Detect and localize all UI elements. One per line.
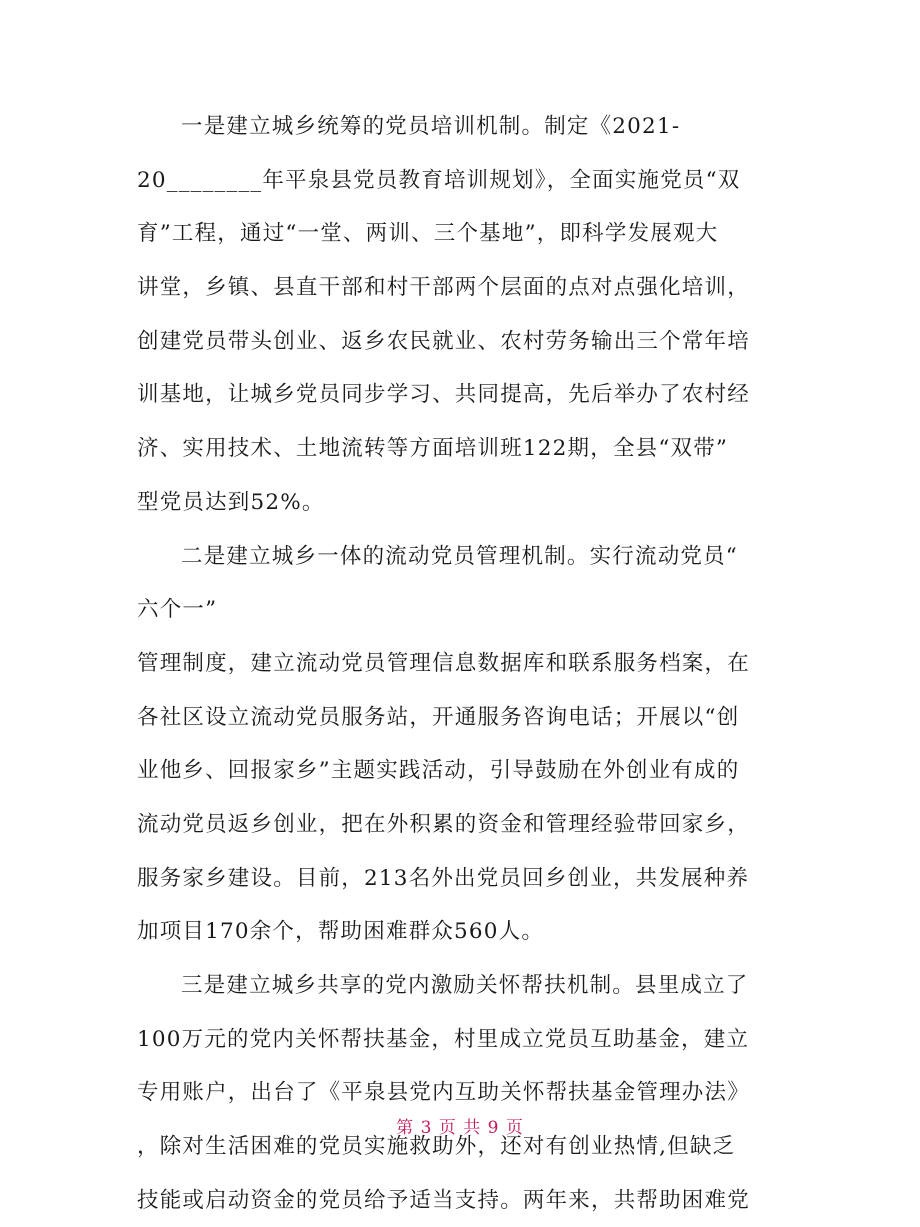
- paragraph-1-line-2: 20________年平泉县党员教育培训规划》，全面实施党员“双: [137, 167, 741, 193]
- paragraph-4-line-4: ，除对生活困难的党员实施救助外，还对有创业热情,但缺乏: [137, 1134, 736, 1160]
- paragraph-3-line-3: 业他乡、回报家乡”主题实践活动，引导鼓励在外创业有成的: [137, 758, 740, 784]
- paragraph-2-line-1: 二是建立城乡一体的流动党员管理机制。实行流动党员“: [181, 543, 738, 569]
- paragraph-3-line-2: 各社区设立流动党员服务站，开通服务咨询电话；开展以“创: [137, 704, 740, 730]
- paragraph-4-line-5: 技能或启动资金的党员给予适当支持。两年来，共帮助困难党: [137, 1187, 750, 1213]
- paragraph-4-line-2: 100万元的党内关怀帮扶基金，村里成立党员互助基金，建立: [137, 1026, 750, 1052]
- document-body: [137, 100, 797, 1227]
- page-number-label: 第 3 页 共 9 页: [396, 1118, 524, 1138]
- paragraph-1-line-3: 育”工程，通过“一堂、两训、三个基地”，即科学发展观大: [137, 221, 719, 247]
- paragraph-3-line-1: 管理制度，建立流动党员管理信息数据库和联系服务档案，在: [137, 650, 750, 676]
- paragraph-1-line-5: 创建党员带头创业、返乡农民就业、农村劳务输出三个常年培: [137, 328, 750, 354]
- paragraph-3-line-6: 加项目170余个，帮助困难群众560人。: [137, 919, 545, 945]
- paragraph-1-line-6: 训基地，让城乡党员同步学习、共同提高，先后举办了农村经: [137, 382, 750, 408]
- paragraph-2-line-2: 六个一”: [137, 597, 218, 623]
- paragraph-1-line-4: 讲堂，乡镇、县直干部和村干部两个层面的点对点强化培训，: [137, 275, 750, 301]
- paragraph-3-line-4: 流动党员返乡创业，把在外积累的资金和管理经验带回家乡，: [137, 811, 750, 837]
- paragraph-4-line-3: 专用账户，出台了《平泉县党内互助关怀帮扶基金管理办法》: [137, 1080, 750, 1106]
- paragraph-1-line-1: 一是建立城乡统筹的党员培训机制。制定《2021-: [181, 114, 681, 139]
- paragraph-3-line-5: 服务家乡建设。目前，213名外出党员回乡创业，共发展种养: [137, 865, 750, 891]
- paragraph-1-line-8: 型党员达到52%。: [137, 489, 325, 515]
- page-footer: [0, 1113, 920, 1138]
- paragraph-4-line-1: 三是建立城乡共享的党内激励关怀帮扶机制。县里成立了: [181, 973, 749, 998]
- paragraph-1-line-7: 济、实用技术、土地流转等方面培训班122期，全县“双带”: [137, 436, 729, 462]
